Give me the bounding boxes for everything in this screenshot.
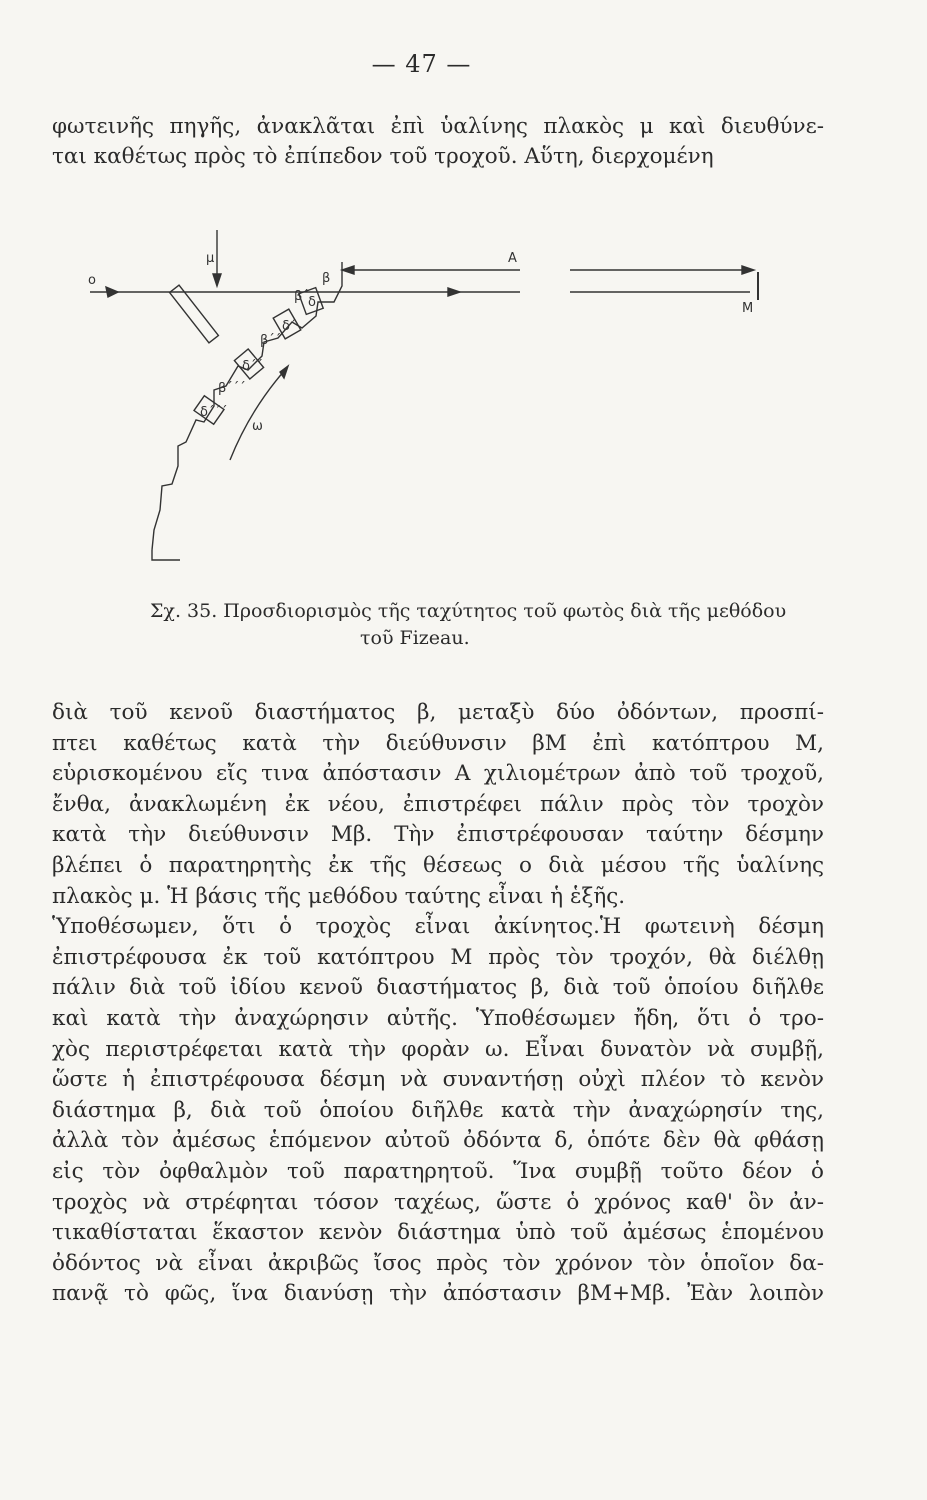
page-number: — 47 — (371, 50, 472, 78)
fizeau-diagram-svg (80, 220, 780, 580)
label-beta1: β΄ (294, 289, 309, 304)
text-line: κατὰ τὴν διεύθυνσιν Μβ. Τὴν ἐπιστρέφουσαν ταύτην δέσμην (52, 822, 824, 848)
text-line: βλέπει ὁ παρατηρητὴς ἐκ τῆς θέσεως ο διὰ μέσου τῆς ὑαλίνης (52, 852, 824, 878)
text-line: διὰ τοῦ κενοῦ διαστήματος β, μεταξὺ δύο ὀδόντων, προσπί- (52, 700, 824, 725)
label-beta3: β΄΄΄ (218, 381, 246, 396)
text-line: πτει καθέτως κατὰ τὴν διεύθυνσιν βΜ ἐπὶ κατόπτρου Μ, (52, 730, 824, 756)
arrow-right-icon (448, 288, 460, 296)
text-line: πάλιν διὰ τοῦ ἰδίου κενοῦ διαστήματος β, διὰ τοῦ ὁποίου διῆλθε (52, 975, 824, 1001)
label-mu: μ (206, 251, 215, 266)
rotation-arrow-icon (280, 366, 288, 378)
label-beta: β (322, 271, 331, 286)
top-paragraph (52, 112, 824, 172)
text-line: ὀδόντος νὰ εἶναι ἀκριβῶς ἴσος πρὸς τὸν χρόνον τὸν ὁποῖον δα- (52, 1250, 824, 1276)
label-M: M (742, 301, 754, 316)
label-A: A (508, 251, 517, 266)
text-line: ται καθέτως πρὸς τὸ ἐπίπεδον τοῦ τροχοῦ. Αὕτη, διερχομένη (52, 144, 714, 169)
arrow-down-icon (213, 274, 221, 286)
glass-plate (170, 285, 219, 343)
text-line: Ὑποθέσωμεν, ὅτι ὁ τροχὸς εἶναι ἀκίνητος.Ἡ φωτεινὴ δέσμη (52, 914, 824, 940)
text-line: φωτεινῆς πηγῆς, ἀνακλᾶται ἐπὶ ὑαλίνης πλακὸς μ καὶ διευθύνε- (52, 114, 824, 139)
label-o: o (88, 273, 96, 288)
fizeau-diagram (80, 220, 780, 580)
text-line: ἀλλὰ τὸν ἀμέσως ἑπόμενον αὐτοῦ ὀδόντα δ, ὁπότε δὲν θὰ φθάσῃ (52, 1128, 824, 1154)
text-line: εἰς τὸν ὀφθαλμὸν τοῦ παρατηρητοῦ. Ἵνα συμβῇ τοῦτο δέον ὁ (52, 1158, 824, 1184)
main-paragraph (52, 698, 824, 1310)
text-line: ἐπιστρέφουσα ἐκ τοῦ κατόπτρου Μ πρὸς τὸν τροχόν, θὰ διέλθῃ (52, 944, 824, 970)
observer-arrow-icon (106, 287, 118, 297)
text-line: ἔνθα, ἀνακλωμένη ἐκ νέου, ἐπιστρέφει πάλιν πρὸς τὸν τροχὸν (52, 791, 824, 817)
text-line: καὶ κατὰ τὴν ἀναχώρησιν αὐτῆς. Ὑποθέσωμεν ἤδη, ὅτι ὁ τρο- (52, 1005, 824, 1031)
arrow-right-icon (742, 266, 754, 274)
text-line: τικαθίσταται ἕκαστον κενὸν διάστημα ὑπὸ τοῦ ἀμέσως ἑπομένου (52, 1220, 824, 1246)
label-delta: δ (308, 295, 316, 310)
arrow-left-icon (342, 266, 354, 274)
text-line: ὥστε ἡ ἐπιστρέφουσα δέσμη νὰ συναντήσῃ οὐχὶ πλέον τὸ κενὸν (52, 1067, 824, 1093)
label-delta2: δ΄΄ (242, 359, 263, 374)
text-line: διάστημα β, διὰ τοῦ ὁποίου διῆλθε κατὰ τὴν ἀναχώρησίν της, (52, 1097, 824, 1123)
label-beta2: β΄΄ (260, 333, 282, 348)
text-line: χὸς περιστρέφεται κατὰ τὴν φορὰν ω. Εἶναι δυνατὸν νὰ συμβῇ, (52, 1036, 824, 1062)
text-line: τροχὸς νὰ στρέφηται τόσον ταχέως, ὥστε ὁ χρόνος καθ' ὃν ἀν- (52, 1189, 824, 1215)
label-delta1: δ΄ (282, 319, 297, 334)
text-line: εὑρισκομένου εἴς τινα ἀπόστασιν Α χιλιομέτρων ἀπὸ τοῦ τροχοῦ, (52, 761, 824, 787)
text-line: πανᾷ τὸ φῶς, ἵνα διανύσῃ τὴν ἀπόστασιν βΜ+Μβ. Ἐὰν λοιπὸν (52, 1281, 824, 1307)
caption-line: τοῦ Fizeau. (360, 627, 470, 649)
caption-line: Σχ. 35. Προσδιορισμὸς τῆς ταχύτητος τοῦ φωτὸς διὰ τῆς μεθόδου (150, 600, 787, 622)
wheel-base-line (152, 550, 180, 560)
text-line: πλακὸς μ. Ἡ βάσις τῆς μεθόδου ταύτης εἶναι ἡ ἑξῆς. (52, 883, 626, 909)
figure-caption (150, 598, 810, 652)
label-omega: ω (252, 419, 263, 434)
label-delta3: δ΄΄΄ (200, 405, 228, 420)
